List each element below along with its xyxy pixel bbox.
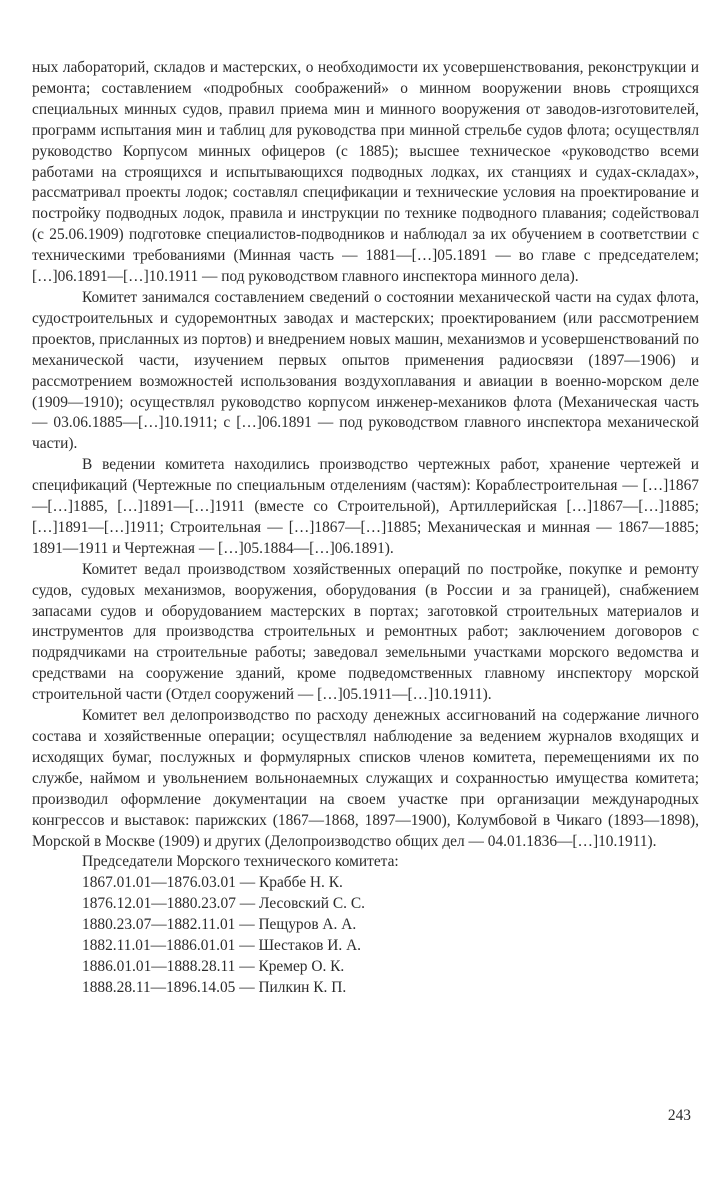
chair-row: [82, 915, 699, 936]
page-body: [32, 58, 699, 999]
chair-row: [82, 936, 699, 957]
paragraph-economic-section: Комитет ведал производством хозяйственных операций по постройке, покупке и ремонту судов, судовых механизмов, вооружения, оборудования (в России и за границей), снабжением запасами судов и оборудованием мастерских в портах; заготовкой строительных материалов и инструментов для производства строительных и ремонтных работ; заключением договоров с подрядчиками на строительные работы; заведовал земельными участками морского ведомства и средствами на сооружение зданий, кроме подведомственных главному инспектору морской строительной части (Отдел сооружений — […]05.1911—[…]10.1911).: [32, 560, 699, 704]
dash-separator: —: [235, 916, 259, 934]
chair-dates: 1886.01.01—1888.28.11: [82, 957, 236, 975]
paragraph-drafting-section: В ведении комитета находились производство чертежных работ, хранение чертежей и спецификаций (Чертежные по специальным отделениям (частям): Кораблестроительная — […]1867—[…]1885, […]1891—[…]1911 (вместе со Строительной), Артиллерийская […]1867—[…]1885; […]1891—[…]1911; Строительная — […]1867—[…]1885; Механическая и минная — 1867—1885; 1891—1911 и Чертежная — […]05.1884—[…]06.1891).: [32, 456, 699, 557]
chair-name: Лесовский С. С.: [259, 895, 365, 913]
chair-dates: 1882.11.01—1886.01.01: [82, 937, 236, 955]
chair-dates: 1876.12.01—1880.23.07: [82, 895, 236, 913]
chair-dates: 1867.01.01—1876.03.01: [82, 874, 236, 892]
chair-row: [82, 957, 699, 978]
paragraph-mechanical-section: Комитет занимался составлением сведений о состоянии механической части на судах флота, судостроительных и судоремонтных заводах и мастерских; проектированием (или рассмотрением проектов, присланных из портов) и внедрением новых машин, механизмов и усовершенствований по механической части, изучением первых опытов применения радиосвязи (1897—1906) и рассмотрением возможностей использования воздухоплавания и авиации в военно-морском деле (1909—1910); осуществлял руководство корпусом инженер-механиков флота (Механическая часть — 03.06.1885—[…]10.1911; с […]06.1891 — под руководством главного инспектора механической части).: [32, 288, 699, 453]
page-number: 243: [667, 1107, 691, 1124]
dash-separator: —: [235, 937, 259, 955]
chair-row: [82, 873, 699, 894]
chair-dates: 1888.28.11—1896.14.05: [82, 978, 236, 996]
chairs-heading: Председатели Морского технического комитета:: [82, 853, 399, 871]
chairs-list: [32, 873, 699, 998]
paragraph-mine-section: ных лабораторий, складов и мастерских, о необходимости их усовершенствования, реконструкции и ремонта; составлением «подробных соображений» о минном вооружении вновь строящихся специальных минных судов, правил приема мин и минного вооружения от заводов-изготовителей, программ испытания мин и таблиц для руководства при минной стрельбе судов флота; осуществлял руководство Корпусом минных офицеров (с 1885); высшее техническое «руководство всеми работами на строящихся и испытывающихся подводных лодках, их станциях и судах-складах», рассматривал проекты лодок; составлял спецификации и технические условия на проектирование и постройку подводных лодок, правила и инструкции по технике подводного плавания; содействовал (с 25.06.1909) подготовке специалистов-подводников и наблюдал за их обучением в соответствии с техническими требованиями (Минная часть — 1881—[…]05.1891 — во главе с председателем; […]06.1891—[…]10.1911 — под руководством главного инспектора минного дела).: [32, 59, 699, 286]
dash-separator: —: [235, 978, 259, 996]
paragraph-records-section: Комитет вел делопроизводство по расходу денежных ассигнований на содержание личного состава и хозяйственные операции; осуществлял наблюдение за ведением журналов входящих и исходящих бумаг, послужных и формулярных списков членов комитета, перемещениями их по службе, наймом и увольнением вольнонаемных служащих и сохранностью имущества комитета; производил оформление документации на своем участке при организации международных конгрессов и выставок: парижских (1867—1868, 1897—1900), Колумбовой в Чикаго (1893—1898), Морской в Москве (1909) и других (Делопроизводство общих дел — 04.01.1836—[…]10.1911).: [32, 707, 699, 850]
chair-row: [82, 978, 699, 999]
dash-separator: —: [235, 874, 259, 892]
chair-name: Шестаков И. А.: [258, 937, 362, 955]
dash-separator: —: [235, 957, 259, 975]
chair-row: [82, 894, 699, 915]
dash-separator: —: [235, 895, 259, 913]
chair-name: Пещуров А. А.: [258, 916, 357, 934]
chair-name: Кремер О. К.: [258, 957, 345, 975]
chair-name: Краббе Н. К.: [259, 874, 343, 892]
chair-name: Пилкин К. П.: [258, 978, 347, 996]
chair-dates: 1880.23.07—1882.11.01: [82, 916, 236, 934]
